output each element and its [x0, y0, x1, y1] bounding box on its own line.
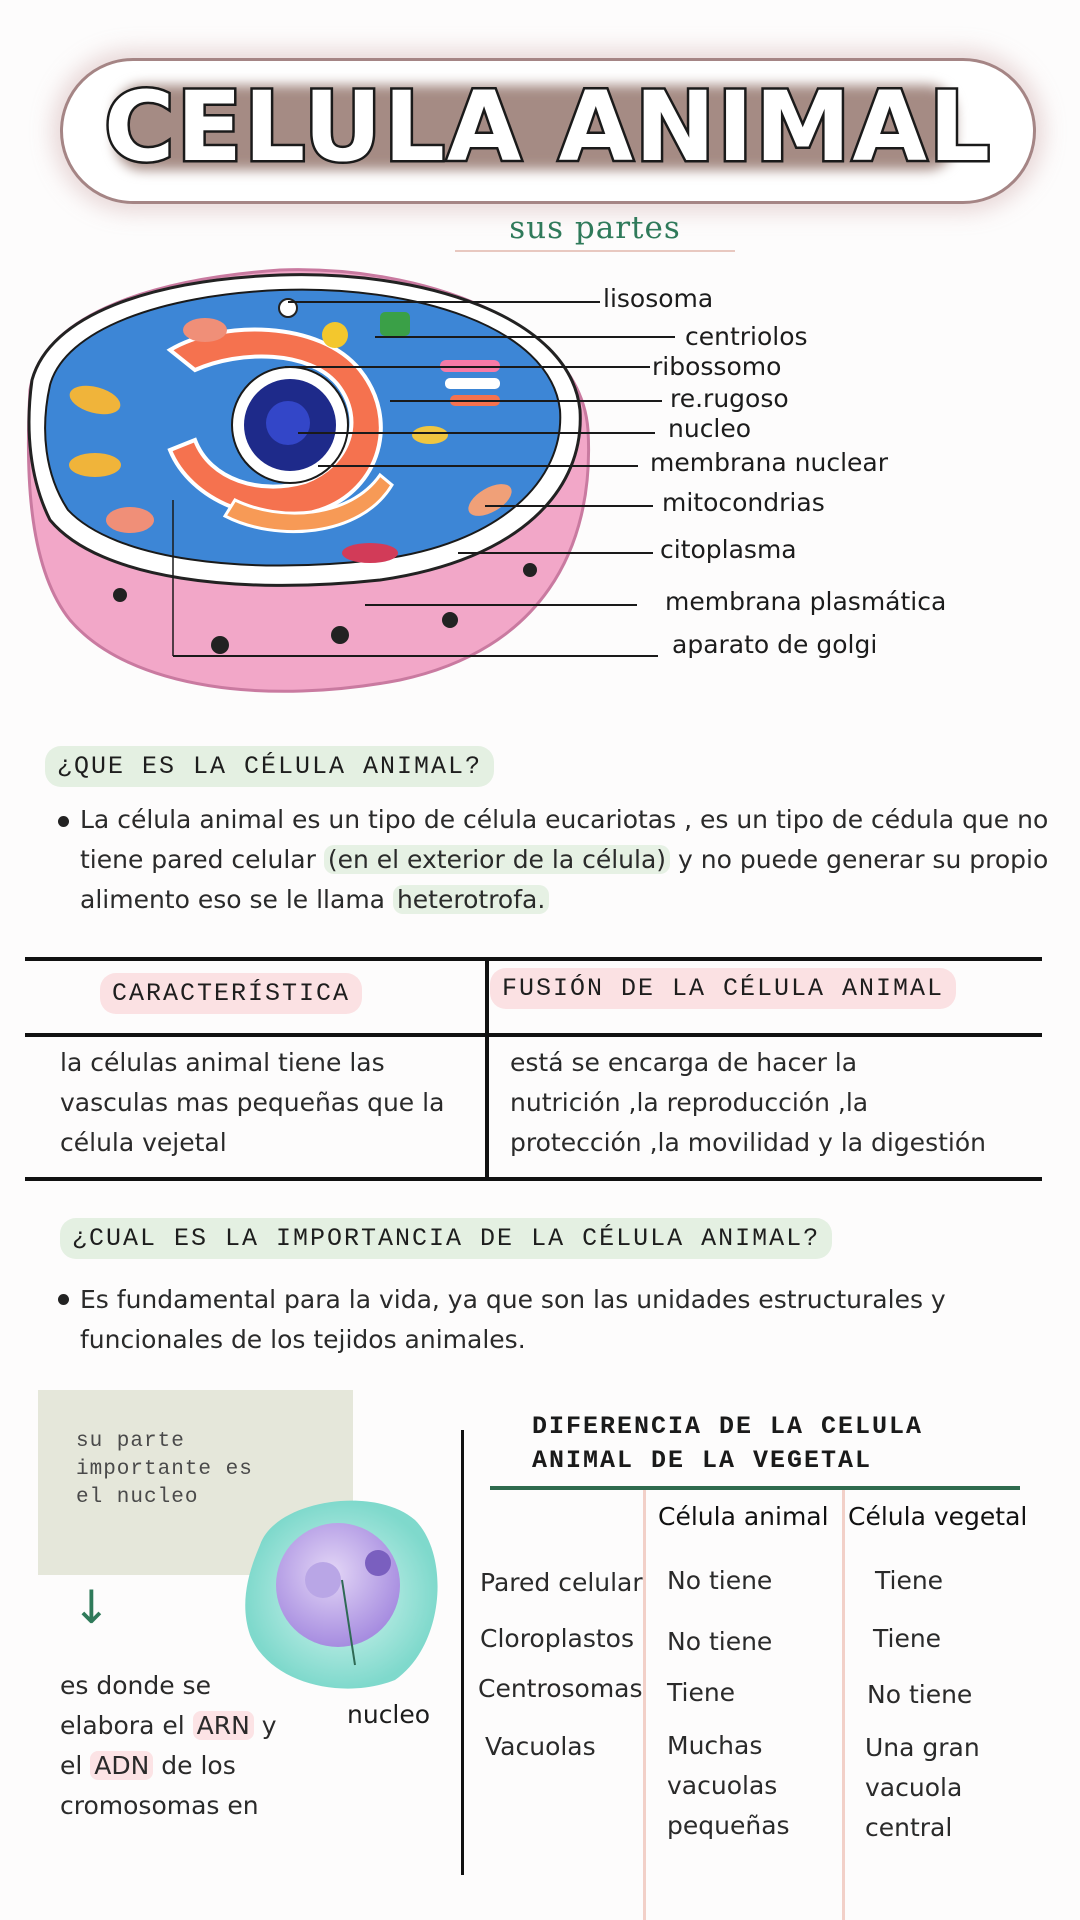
down-arrow-icon: ↓	[72, 1580, 111, 1634]
label-centriolos: centriolos	[685, 322, 808, 351]
highlight-arn: ARN	[193, 1711, 254, 1740]
lisosoma-line	[288, 301, 600, 303]
table-header-caracteristica: CARACTERÍSTICA	[100, 973, 362, 1014]
highlight-heterotrofa: heterotrofa.	[393, 885, 549, 914]
nucleus-description: es donde se elabora el ARN y el ADN de los cromosomas en	[60, 1671, 277, 1820]
vesicle-dark-3	[331, 626, 349, 644]
what-is-line-3: alimento eso se le llama heterotrofa.	[80, 880, 1060, 920]
highlight-adn: ADN	[90, 1751, 153, 1780]
vesicle-dark-2	[211, 636, 229, 654]
mitochondria-3	[183, 318, 227, 342]
label-citoplasma: citoplasma	[660, 535, 797, 564]
membrana-nuclear-line	[318, 465, 638, 467]
page-subtitle: sus partes	[509, 210, 681, 246]
vesicle-2	[342, 543, 398, 563]
importance-paragraph: Es fundamental para la vida, ya que son las unidades estructurales y funcionales de los tejidos animales.	[80, 1285, 946, 1354]
what-is-paragraph	[80, 800, 1060, 920]
col-header-vegetal: Célula vegetal	[848, 1502, 1028, 1531]
table-cell-caracteristica: la células animal tiene las vasculas mas pequeñas que la célula vejetal	[60, 1048, 445, 1157]
row-label: Centrosomas	[478, 1674, 643, 1703]
nucleolus	[266, 401, 310, 445]
what-is-line-1: La célula animal es un tipo de célula eucariotas , es un tipo de cédula que no	[80, 805, 1049, 834]
difference-heading: DIFERENCIA DE LA CELULA ANIMAL DE LA VEGETAL	[532, 1412, 924, 1475]
label-membrana-nuclear: membrana nuclear	[650, 448, 889, 477]
row-label: Pared celular	[480, 1568, 643, 1597]
vesicle-dark-1	[113, 588, 127, 602]
membrana-plasmatica-line	[365, 604, 637, 606]
what-is-heading: ¿QUE ES LA CÉLULA ANIMAL?	[45, 746, 494, 787]
what-is-line-2: tiene pared celular (en el exterior de la célula) y no puede generar su propio	[80, 845, 1049, 874]
centriolos-line	[375, 336, 675, 338]
difference-col-divider-1	[643, 1490, 646, 1920]
label-aparato-golgi: aparato de golgi	[672, 630, 878, 659]
subtitle-underline	[455, 250, 735, 252]
ribosome	[322, 322, 348, 348]
vesicle-dark-5	[523, 563, 537, 577]
table-bottom-rule	[25, 1177, 1042, 1181]
mitocondrias-line	[485, 505, 653, 507]
label-ribossomo: ribossomo	[652, 352, 782, 381]
row-vegetal-value: No tiene	[867, 1680, 973, 1709]
golgi-stack-2	[445, 378, 500, 389]
difference-col-divider-2	[842, 1490, 845, 1920]
row-vegetal-value: Una gran vacuola central	[865, 1733, 980, 1842]
nucleus-label: nucleo	[347, 1700, 431, 1729]
bullet-dot	[58, 816, 69, 827]
table-header-fusion: FUSIÓN DE LA CÉLULA ANIMAL	[490, 968, 956, 1009]
animal-cell-illustration	[20, 260, 600, 700]
row-vegetal-value: Tiene	[875, 1566, 944, 1595]
mitochondria-2	[69, 453, 121, 477]
vesicle-1	[412, 426, 448, 444]
nucleus-illustration	[235, 1485, 450, 1695]
row-animal-value: Tiene	[667, 1678, 736, 1707]
difference-heading-rule	[490, 1486, 1020, 1490]
bullet-dot	[58, 1294, 69, 1305]
table-top-rule	[25, 957, 1042, 961]
label-membrana-plasmatica: membrana plasmática	[665, 587, 947, 616]
vesicle-dark-4	[442, 612, 458, 628]
row-animal-value: No tiene	[667, 1627, 773, 1656]
importance-heading: ¿CUAL ES LA IMPORTANCIA DE LA CÉLULA ANIMAL?	[60, 1218, 832, 1259]
col-header-animal: Célula animal	[658, 1502, 829, 1531]
citoplasma-line	[458, 552, 653, 554]
label-nucleo: nucleo	[668, 414, 752, 443]
nucleo-line	[298, 432, 655, 434]
table-cell-fusion: está se encarga de hacer la nutrición ,la reproducción ,la protección ,la movilidad y la digestión	[510, 1048, 986, 1157]
difference-left-rule	[461, 1430, 464, 1875]
mitochondria-5	[106, 507, 154, 533]
row-label: Vacuolas	[485, 1732, 596, 1761]
row-animal-value: Muchas vacuolas pequeñas	[667, 1731, 790, 1840]
note-card-text: su parte importante es el nucleo	[76, 1430, 253, 1509]
row-animal-value: No tiene	[667, 1566, 773, 1595]
table-column-divider	[485, 957, 489, 1181]
row-vegetal-value: Tiene	[873, 1624, 942, 1653]
row-label: Cloroplastos	[480, 1624, 635, 1653]
rerugoso-line	[390, 400, 662, 402]
ribossomo-line	[285, 366, 650, 368]
aparato-golgi-line	[173, 655, 658, 657]
centriole	[380, 312, 410, 336]
highlight-exterior: (en el exterior de la célula)	[324, 845, 670, 874]
label-rerugoso: re.rugoso	[670, 384, 789, 413]
label-mitocondrias: mitocondrias	[662, 488, 825, 517]
label-lisosoma: lisosoma	[603, 284, 714, 313]
table-header-rule	[25, 1033, 1042, 1037]
page-title: CELULA ANIMAL	[104, 71, 992, 183]
